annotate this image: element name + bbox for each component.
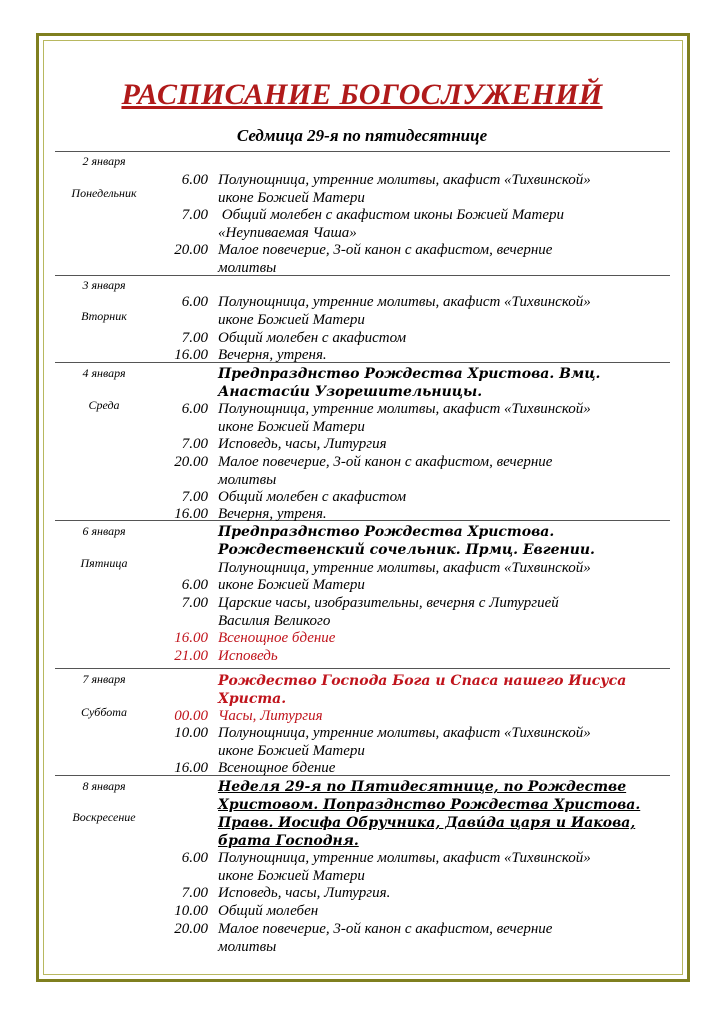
service-desc: Полунощница, утренние молитвы, акафист «Тихвинской» — [218, 401, 591, 417]
service-time: 20.00 — [174, 454, 208, 470]
day-weekday: Вторник — [81, 309, 127, 323]
service-desc: Всенощное бдение — [218, 760, 336, 776]
service-time: 7.00 — [181, 207, 208, 223]
service-desc: Общий молебен с акафистом — [218, 489, 407, 505]
service-desc: Полунощница, утренние молитвы, акафист «Тихвинской» — [218, 172, 591, 188]
feast-heading: Правв. Иосифа Обручника, Дави́да царя и Иакова, — [218, 815, 636, 831]
service-desc: иконе Божией Матери — [218, 312, 365, 328]
service-time: 10.00 — [174, 725, 208, 741]
service-desc: иконе Божией Матери — [218, 419, 365, 435]
service-desc: иконе Божией Матери — [218, 190, 365, 206]
service-time: 10.00 — [174, 903, 208, 919]
feast-heading: Рождество Господа Бога и Спаса нашего Иисуса — [218, 673, 627, 689]
feast-heading: Анастаси́и Узорешительницы. — [218, 384, 483, 400]
divider — [55, 668, 670, 669]
day-weekday: Понедельник — [71, 186, 137, 200]
service-desc: Общий молебен с акафистом — [218, 330, 407, 346]
service-desc: Полунощница, утренние молитвы, акафист «Тихвинской» — [218, 850, 591, 866]
service-desc: Полунощница, утренние молитвы, акафист «Тихвинской» — [218, 725, 591, 741]
service-desc: молитвы — [218, 939, 277, 955]
day-date: 6 января — [82, 524, 126, 538]
service-time: 7.00 — [181, 489, 208, 505]
service-desc: Исповедь, часы, Литургия. — [218, 885, 391, 901]
service-time: 16.00 — [174, 506, 208, 522]
service-desc: Вечерня, утреня. — [218, 506, 327, 522]
service-time: 16.00 — [174, 347, 208, 363]
day-date: 2 января — [82, 154, 126, 168]
service-desc: Вечерня, утреня. — [218, 347, 327, 363]
service-desc: Исповедь — [218, 648, 278, 664]
day-date: 3 января — [82, 278, 126, 292]
service-time: 20.00 — [174, 921, 208, 937]
service-desc: Малое повечерие, 3-ой канон с акафистом, вечерние — [218, 921, 553, 937]
service-time: 6.00 — [181, 401, 208, 417]
service-time: 7.00 — [181, 885, 208, 901]
service-desc: Малое повечерие, 3-ой канон с акафистом, вечерние — [218, 454, 553, 470]
day-weekday: Суббота — [80, 705, 128, 719]
day-date: 4 января — [82, 366, 126, 380]
day-weekday: Среда — [88, 398, 120, 412]
service-time: 7.00 — [181, 595, 208, 611]
service-time: 20.00 — [174, 242, 208, 258]
service-desc: иконе Божией Матери — [218, 743, 365, 759]
week-subtitle: Седмица 29-я по пятидесятнице — [236, 126, 488, 145]
service-desc: Василия Великого — [218, 613, 331, 629]
divider — [55, 151, 670, 152]
service-desc: «Неупиваемая Чаша» — [218, 225, 357, 241]
service-time: 16.00 — [174, 630, 208, 646]
feast-heading: Христа. — [218, 691, 287, 707]
feast-heading: Предпразднство Рождества Христова. — [218, 524, 555, 540]
feast-heading: Неделя 29-я по Пятидесятнице, по Рождестве — [218, 779, 627, 795]
service-desc: Часы, Литургия — [218, 708, 323, 724]
service-desc: молитвы — [218, 260, 277, 276]
service-desc: иконе Божией Матери — [218, 868, 365, 884]
feast-heading: Предпразднство Рождества Христова. Вмц. — [218, 366, 601, 382]
service-desc: Полунощница, утренние молитвы, акафист «Тихвинской» — [218, 294, 591, 310]
feast-heading: Христовом. Попразднство Рождества Христова. — [218, 797, 641, 813]
service-desc: Исповедь, часы, Литургия — [218, 436, 387, 452]
service-time: 21.00 — [174, 648, 208, 664]
day-weekday: Пятница — [80, 556, 128, 570]
page-title: РАСПИСАНИЕ БОГОСЛУЖЕНИЙ — [121, 78, 603, 111]
service-time: 7.00 — [181, 436, 208, 452]
service-time: 00.00 — [174, 708, 208, 724]
service-time: 6.00 — [181, 294, 208, 310]
service-desc: иконе Божией Матери — [218, 577, 365, 593]
day-date: 8 января — [82, 779, 126, 793]
service-time: 7.00 — [181, 330, 208, 346]
service-desc: Царские часы, изобразительны, вечерня с Литургией — [218, 595, 559, 611]
service-desc: молитвы — [218, 472, 277, 488]
feast-heading: брата Господня. — [218, 833, 359, 849]
service-desc: Общий молебен с акафистом иконы Божией Матери — [218, 207, 565, 223]
service-time: 6.00 — [181, 577, 208, 593]
service-time: 16.00 — [174, 760, 208, 776]
service-time: 6.00 — [181, 172, 208, 188]
service-time: 6.00 — [181, 850, 208, 866]
day-date: 7 января — [82, 672, 126, 686]
day-weekday: Воскресение — [72, 810, 136, 824]
service-desc: Малое повечерие, 3-ой канон с акафистом, вечерние — [218, 242, 553, 258]
service-desc: Полунощница, утренние молитвы, акафист «Тихвинской» — [218, 560, 591, 576]
feast-heading: Рождественский сочельник. Прмц. Евгении. — [218, 542, 595, 558]
service-desc: Общий молебен — [218, 903, 319, 919]
service-desc: Всенощное бдение — [218, 630, 336, 646]
